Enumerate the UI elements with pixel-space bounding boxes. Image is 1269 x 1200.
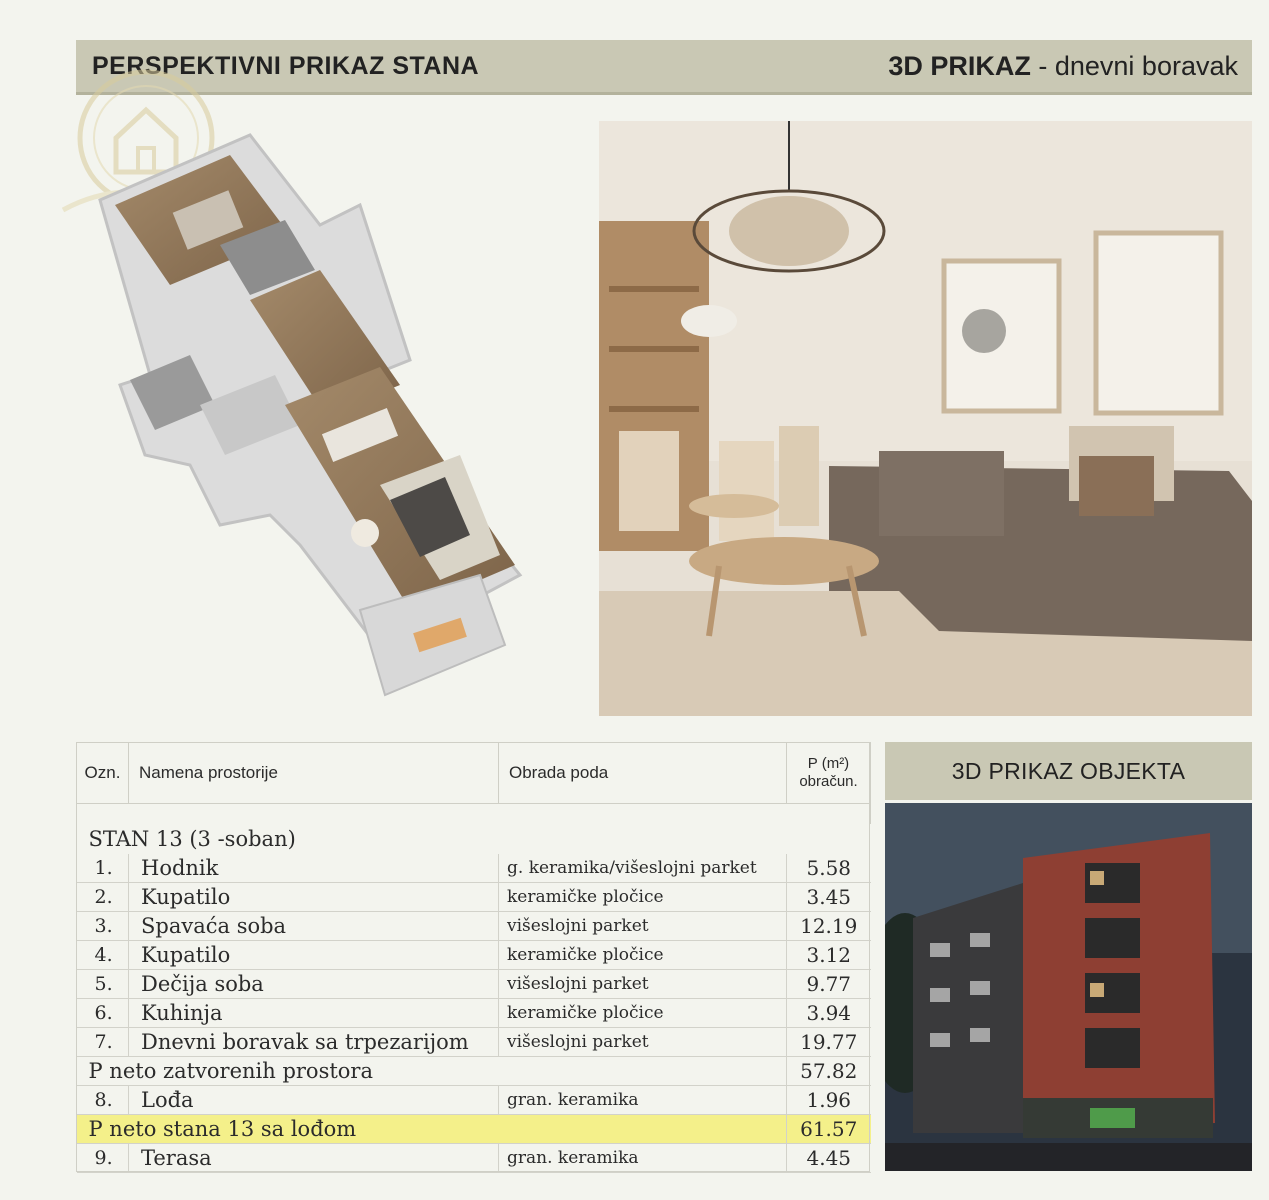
row-area: 5.58 (787, 854, 871, 883)
row-num: 7. (77, 1028, 129, 1057)
row-area: 19.77 (787, 1028, 871, 1057)
row-num: 4. (77, 941, 129, 970)
header-band (76, 40, 1252, 95)
unit-title-row (77, 824, 871, 854)
floor-plan-3d (60, 105, 580, 725)
row-area: 3.45 (787, 883, 871, 912)
row-num: 5. (77, 970, 129, 999)
table-spacer (77, 804, 871, 825)
view-title (888, 51, 1238, 82)
row-floor: višeslojni parket (499, 1028, 787, 1057)
table-header-row (77, 743, 871, 804)
row-floor: višeslojni parket (499, 970, 787, 999)
total-row (77, 1115, 871, 1144)
table-row (77, 883, 871, 912)
row-floor: gran. keramika (499, 1086, 787, 1115)
row-num: 1. (77, 854, 129, 883)
row-num: 6. (77, 999, 129, 1028)
table-row (77, 854, 871, 883)
table-row (77, 970, 871, 999)
row-name: Spavaća soba (129, 912, 499, 941)
living-room-render (599, 121, 1252, 716)
object-3d-label: 3D PRIKAZ OBJEKTA (885, 742, 1252, 800)
row-floor: keramičke pločice (499, 941, 787, 970)
row-area: 4.45 (787, 1144, 871, 1173)
subtotal-value: 57.82 (787, 1057, 871, 1086)
row-area: 9.77 (787, 970, 871, 999)
header-num: Ozn. (77, 743, 129, 804)
row-name: Dnevni boravak sa trpezarijom (129, 1028, 499, 1057)
table-row (77, 999, 871, 1028)
table-row (77, 1028, 871, 1057)
subtotal-label: P neto zatvorenih prostora (77, 1057, 787, 1086)
row-floor: gran. keramika (499, 1144, 787, 1173)
row-floor: g. keramika/višeslojni parket (499, 854, 787, 883)
row-name: Dečija soba (129, 970, 499, 999)
total-label: P neto stana 13 sa lođom (77, 1115, 787, 1144)
view-title-bold: 3D PRIKAZ (888, 51, 1031, 81)
row-num: 2. (77, 883, 129, 912)
row-name: Kupatilo (129, 883, 499, 912)
header-area (787, 743, 871, 804)
header-area-line1: P (m²) (807, 755, 850, 772)
row-area: 3.94 (787, 999, 871, 1028)
table-row (77, 1086, 871, 1115)
header-name: Namena prostorije (129, 743, 499, 804)
row-num: 9. (77, 1144, 129, 1173)
row-floor: keramičke pločice (499, 883, 787, 912)
subtotal-row (77, 1057, 871, 1086)
row-area: 12.19 (787, 912, 871, 941)
building-render (885, 803, 1252, 1171)
header-area-line2: obračun. (799, 773, 858, 790)
row-area: 3.12 (787, 941, 871, 970)
row-name: Terasa (129, 1144, 499, 1173)
header-floor: Obrada poda (499, 743, 787, 804)
total-value: 61.57 (787, 1115, 871, 1144)
row-num: 8. (77, 1086, 129, 1115)
row-name: Kuhinja (129, 999, 499, 1028)
row-floor: keramičke pločice (499, 999, 787, 1028)
page-title: PERSPEKTIVNI PRIKAZ STANA (92, 52, 480, 80)
row-name: Kupatilo (129, 941, 499, 970)
row-floor: višeslojni parket (499, 912, 787, 941)
unit-title: STAN 13 (3 -soban) (88, 827, 296, 851)
row-num: 3. (77, 912, 129, 941)
row-name: Hodnik (129, 854, 499, 883)
table-row (77, 941, 871, 970)
table-row (77, 1144, 871, 1173)
area-table-grid (76, 742, 871, 1173)
row-name: Lođa (129, 1086, 499, 1115)
row-area: 1.96 (787, 1086, 871, 1115)
view-title-rest: - dnevni boravak (1030, 51, 1238, 81)
area-table (76, 742, 870, 1172)
table-row (77, 912, 871, 941)
